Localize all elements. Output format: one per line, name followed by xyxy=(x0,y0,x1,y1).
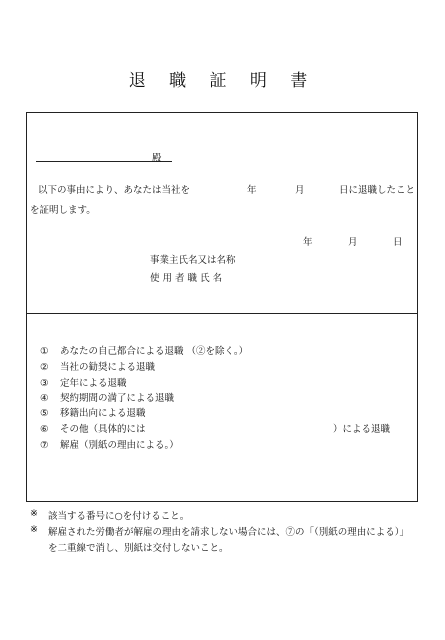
reason-text: あなたの自己都合による退職 （②を除く。） xyxy=(60,346,249,357)
reason-other-suffix: ）による退職 xyxy=(333,424,391,435)
date-month-label: 月 xyxy=(348,237,358,248)
reason-item xyxy=(40,421,146,435)
body-year-label: 年 xyxy=(247,185,257,196)
reason-number: ⑥ xyxy=(40,424,49,435)
employer-user-label: 使 用 者 職 氏 名 xyxy=(150,273,223,284)
note-text: 該当する番号に○を付けること。 xyxy=(48,511,190,522)
note-text: 解雇された労働者が解雇の理由を請求しない場合には、⑦の「（別紙の理由による）」 xyxy=(48,527,410,538)
employer-owner-label: 事業主氏名又は名称 xyxy=(150,255,236,266)
date-year-label: 年 xyxy=(303,237,313,248)
reason-number: ② xyxy=(40,362,49,373)
reason-number: ③ xyxy=(40,378,49,389)
reason-number: ① xyxy=(40,346,49,357)
section-divider xyxy=(26,313,418,314)
reason-number: ④ xyxy=(40,393,49,404)
body-line1-prefix: 以下の事由により、あなたは当社を xyxy=(38,185,191,196)
body-line2: を証明します。 xyxy=(30,205,96,216)
reason-text: 当社の勧奨による退職 xyxy=(60,362,156,373)
reason-text: その他（具体的には xyxy=(60,424,146,435)
reason-item xyxy=(40,405,146,419)
reason-item xyxy=(40,437,179,451)
reason-item xyxy=(40,375,127,389)
date-day-label: 日 xyxy=(393,237,403,248)
reason-text: 契約期間の満了による退職 xyxy=(60,393,175,404)
body-month-label: 月 xyxy=(295,185,305,196)
reason-text: 解雇（別紙の理由による。） xyxy=(60,440,179,451)
reason-number: ⑤ xyxy=(40,408,49,419)
note-mark: ※ xyxy=(30,508,38,519)
reason-text: 移籍出向による退職 xyxy=(60,408,146,419)
reason-item xyxy=(40,343,248,357)
addressee-suffix: 殿 xyxy=(152,153,162,164)
reason-item xyxy=(40,390,174,404)
note-mark: ※ xyxy=(30,524,38,535)
reason-number: ⑦ xyxy=(40,440,49,451)
reason-item xyxy=(40,359,155,373)
reason-text: 定年による退職 xyxy=(60,378,127,389)
body-day-suffix: 日に退職したこと xyxy=(339,185,416,196)
document-title: 退 職 証 明 書 xyxy=(128,71,317,91)
note-text-continued: を二重線で消し、別紙は交付しないこと。 xyxy=(48,543,229,554)
